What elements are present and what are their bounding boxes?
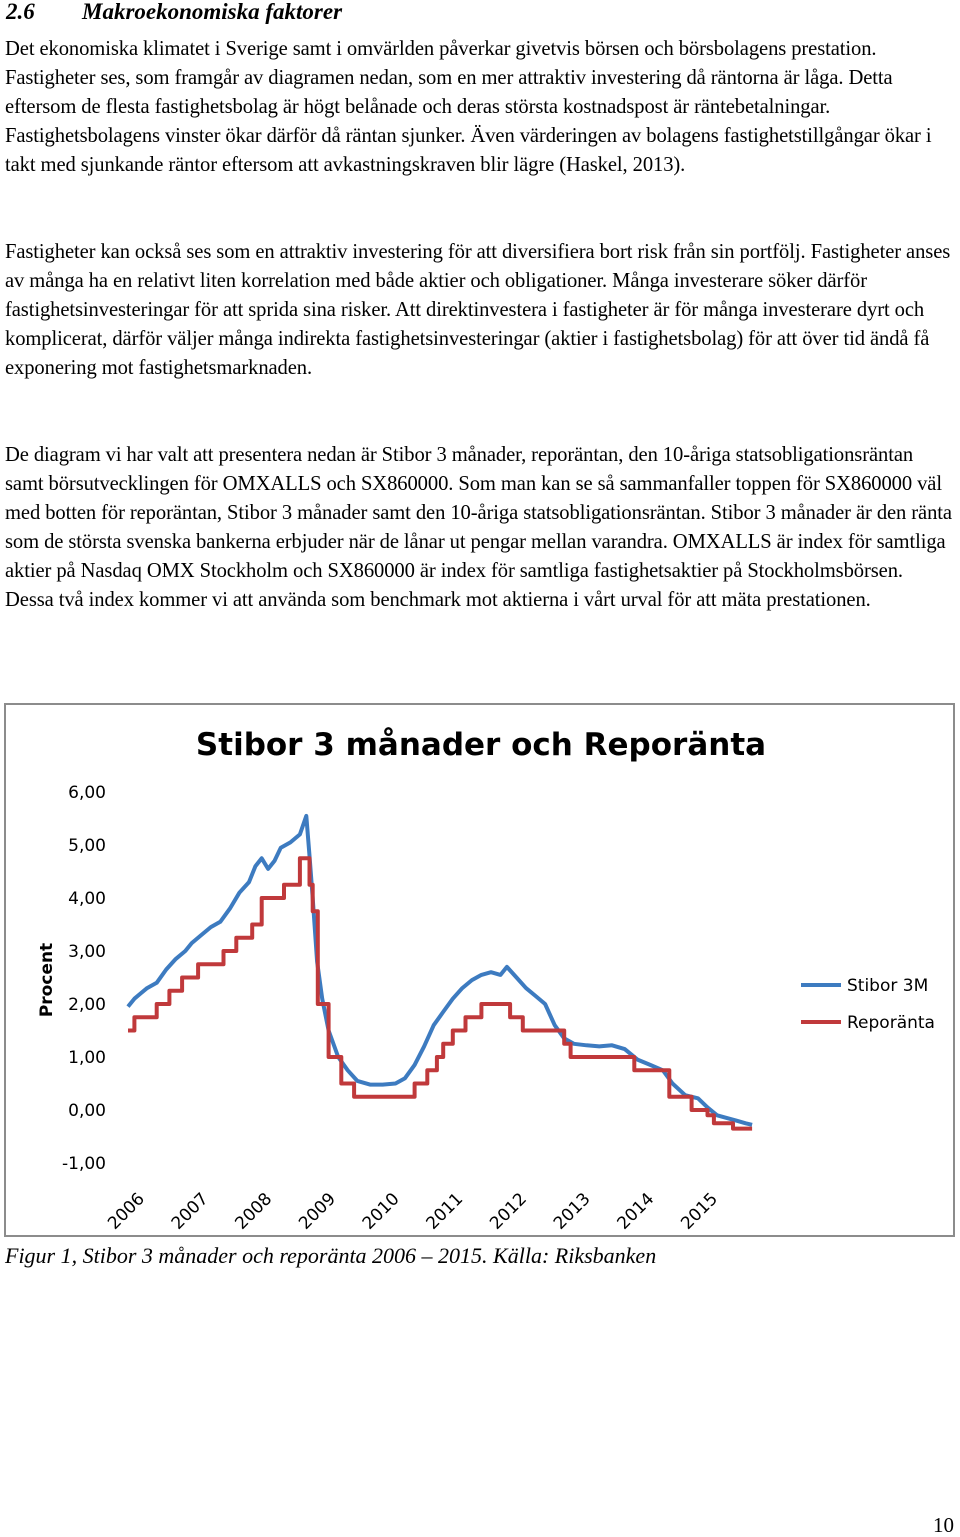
x-tick-label: 2008: [231, 1189, 277, 1234]
figure-caption: Figur 1, Stibor 3 månader och reporänta 2006 – 2015. Källa: Riksbanken: [5, 1243, 657, 1268]
x-tick-label: 2010: [358, 1189, 404, 1234]
line-chart: [6, 705, 957, 1239]
legend-label: Stibor 3M: [847, 976, 929, 996]
x-tick-label: 2014: [613, 1189, 659, 1234]
y-tick-label: 6,00: [68, 783, 106, 803]
paragraph-diversification: Fastigheter kan också ses som en attraktiv investering för att diversifiera bort risk från sin portfölj. Fastigheter anses av många ha en relativt liten korrelation med både aktier och obligationer. Många investerare söker därför fastighetsinvesteringar för att sprida sina risker. Att direktinvestera i fastigheter är för många investerare dyrt och komplicerat, därför väljer många indirekta fastighetsinvesteringar (aktier i fastighetsbolag) för att över tid ändå få exponering mot fastighetsmarknaden.: [5, 241, 951, 379]
y-tick-label: -1,00: [62, 1154, 106, 1174]
x-tick-label: 2012: [486, 1189, 531, 1234]
section-heading: [6, 0, 342, 26]
y-tick-label: 0,00: [68, 1101, 106, 1121]
x-tick-label: 2009: [295, 1189, 340, 1234]
x-tick-label: 2006: [104, 1189, 149, 1234]
y-axis-label: Procent: [37, 942, 57, 1018]
x-tick-label: 2015: [677, 1189, 722, 1234]
series-line-stibor-3m: [128, 816, 752, 1125]
series-line-reporanta: [128, 858, 752, 1128]
legend-label: Reporänta: [847, 1013, 935, 1033]
x-tick-label: 2011: [422, 1189, 468, 1234]
chart-title: Stibor 3 månader och Reporänta: [195, 727, 767, 763]
y-tick-label: 4,00: [68, 889, 106, 909]
y-tick-label: 1,00: [68, 1048, 106, 1068]
page-number: 10: [933, 1513, 954, 1537]
y-tick-label: 5,00: [68, 836, 106, 856]
x-tick-label: 2007: [167, 1189, 213, 1234]
y-tick-label: 2,00: [68, 995, 106, 1015]
y-tick-label: 3,00: [68, 942, 106, 962]
section-title: Makroekonomiska faktorer: [82, 0, 343, 24]
paragraph-economic-climate: Det ekonomiska klimatet i Sverige samt i omvärlden påverkar givetvis börsen och börsbolagens prestation. Fastigheter ses, som framgår av diagramen nedan, som en mer attraktiv investering då räntorna är låga. Detta eftersom de flesta fastighetsbolag är högt belånade och deras största kostnadspost är räntebetalningar. Fastighetsbolagens vinster ökar därför då räntan sjunker. Även värderingen av bolagens fastighetstillgångar ökar i takt med sjunkande räntor eftersom att avkastningskraven blir lägre (Haskel, 2013).: [5, 38, 932, 176]
paragraph-diagram-intro: De diagram vi har valt att presentera nedan är Stibor 3 månader, reporäntan, den 10-åriga statsobligationsräntan samt börsutvecklingen för OMXALLS och SX860000. Som man kan se så sammanfaller toppen för SX860000 väl med botten för reporäntan, Stibor 3 månader samt den 10-åriga statsobligationsräntan. Stibor 3 månader är den ränta som de största svenska bankerna erbjuder när de lånar ut pengar mellan varandra. OMXALLS är index för samtliga aktier på Nasdaq OMX Stockholm och SX860000 är index för samtliga fastighetsaktier på Stockholmsbörsen. Dessa två index kommer vi att använda som benchmark mot aktierna i vårt urval för att mäta prestationen.: [5, 444, 952, 611]
chart-container: [4, 703, 955, 1237]
section-number: 2.6: [6, 0, 35, 24]
x-tick-label: 2013: [549, 1189, 595, 1234]
